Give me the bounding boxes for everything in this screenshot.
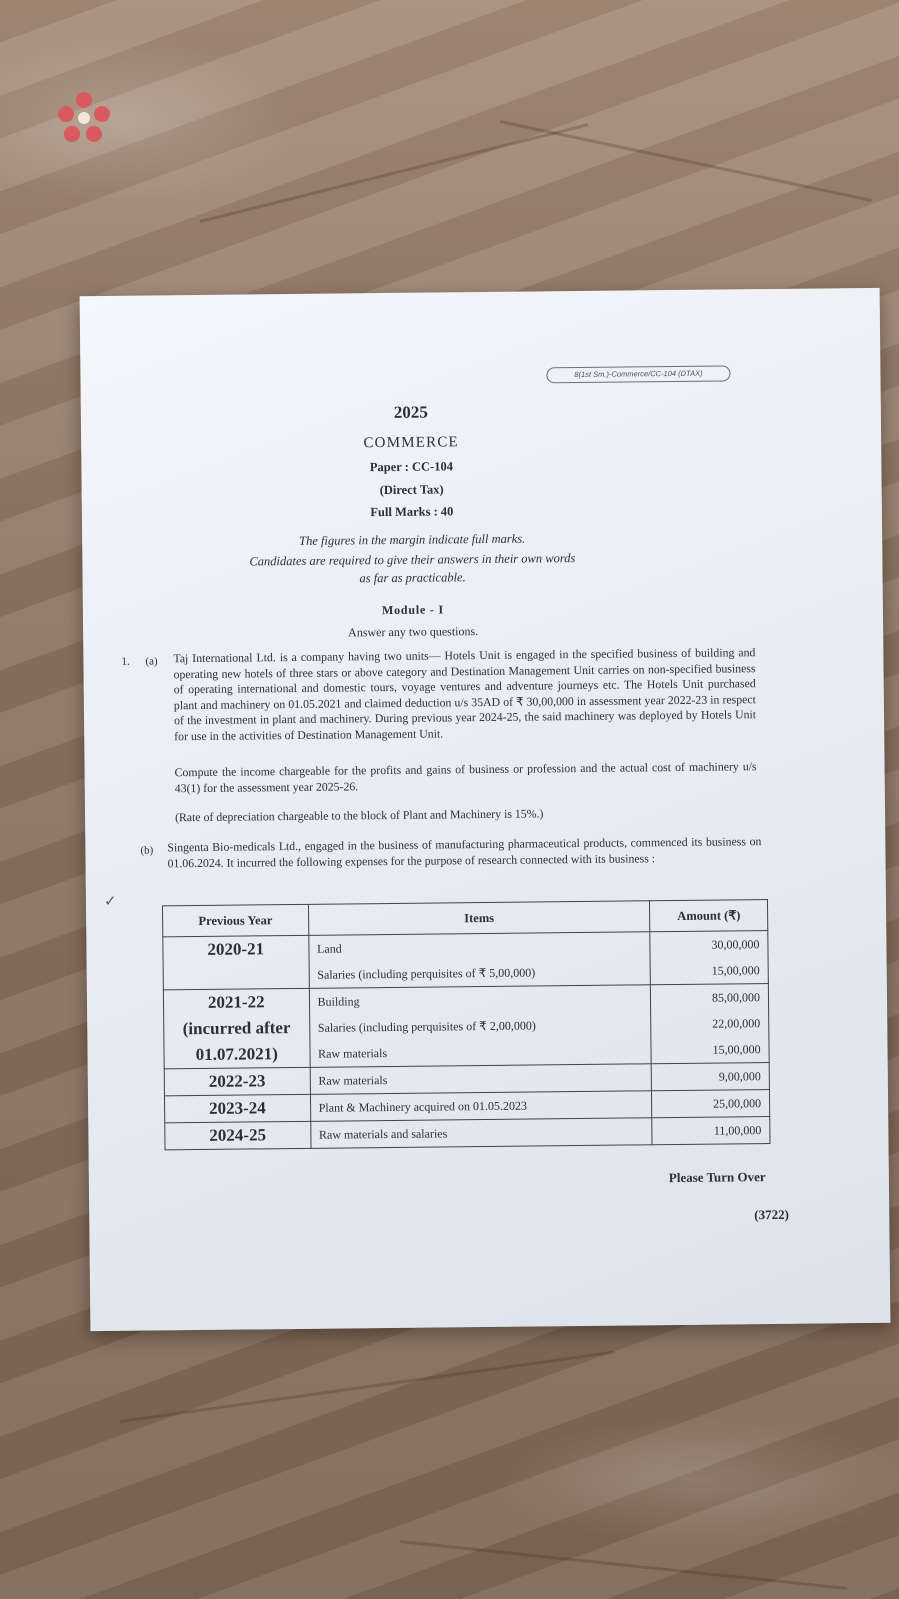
amount-text: 15,00,000 [711, 963, 760, 978]
amount-text: 15,00,000 [712, 1042, 761, 1057]
previous-year-text: 2022-23 [208, 1071, 266, 1091]
table-row [163, 931, 769, 990]
previous-year-text: (incurred after [182, 1018, 291, 1039]
amount-text: 30,00,000 [711, 937, 760, 952]
table-body [163, 931, 770, 1150]
cell-spacer [172, 962, 301, 989]
item-cell [310, 1118, 652, 1149]
amount-text: 9,00,000 [718, 1069, 761, 1084]
please-turn-over: Please Turn Over [668, 1169, 766, 1186]
item-cell [308, 932, 650, 989]
paper-code-label: 8(1st Sm.)-Commerce/CC-104 (DTAX) [546, 365, 730, 383]
module-title: Module - I [381, 602, 444, 618]
question-number: 1. [121, 655, 130, 668]
item-text: Raw materials and salaries [318, 1126, 448, 1142]
amount-text: 85,00,000 [711, 990, 761, 1005]
item-text: Salaries (including perquisites of ₹ 2,00,000) [317, 1018, 536, 1035]
instruction-own-words: Candidates are required to give their answers in their own words [249, 551, 576, 569]
paper-serial-code: (3722) [754, 1206, 790, 1223]
part-a-rate: (Rate of depreciation chargeable to the block of Plant and Machinery is 15%.) [174, 806, 544, 825]
exam-year: 2025 [393, 402, 428, 422]
previous-year-text: 2023-24 [208, 1098, 266, 1118]
previous-year-text: 2020-21 [207, 939, 265, 959]
instruction-margin: The figures in the margin indicate full marks. [299, 531, 526, 548]
fabric-fold [400, 1540, 848, 1590]
instruction-practicable: as far as practicable. [359, 570, 466, 586]
header-previous-year: Previous Year [162, 904, 308, 937]
previous-year-text: 2021-22 [207, 992, 265, 1012]
amount-cell [650, 931, 768, 985]
fabric-fold [500, 120, 872, 202]
previous-year-cell [163, 988, 309, 1069]
table-row [163, 984, 769, 1069]
item-text: Land [316, 941, 342, 956]
part-b-text: Singenta Bio-medicals Ltd., engaged in the business of manufacturing pharmaceutical products, commenced its business on 01.06.2024. It incurred the following expenses for the purpose of research connected with its business : [167, 834, 762, 870]
previous-year-cell [163, 935, 309, 990]
amount-cell [652, 1117, 770, 1145]
amount-text: 22,00,000 [712, 1016, 761, 1031]
fabric-fold [200, 123, 589, 223]
item-text: Raw materials [318, 1046, 388, 1061]
paper-number: Paper : CC-104 [369, 459, 454, 475]
item-cell [310, 1091, 652, 1122]
fabric-fold [120, 1350, 616, 1423]
full-marks: Full Marks : 40 [370, 504, 454, 520]
answer-instruction: Answer any two questions. [348, 624, 479, 640]
table-row [165, 1117, 770, 1150]
item-text: Raw materials [318, 1073, 388, 1088]
part-a-label: (a) [145, 655, 158, 668]
fabric-flower [56, 92, 112, 148]
item-cell [310, 1064, 652, 1095]
item-text: Salaries (including perquisites of ₹ 5,00,000) [317, 965, 536, 982]
amount-cell [651, 984, 769, 1064]
previous-year-cell [165, 1121, 311, 1150]
part-a-compute: Compute the income chargeable for the profits and gains of business or profession and the actual cost of machinery u/s 43(1) for the assessment year 2025-26. [174, 759, 757, 795]
amount-cell [652, 1090, 770, 1118]
amount-text: 11,00,000 [713, 1123, 762, 1138]
research-expenses-table [162, 899, 771, 1150]
paper-title: (Direct Tax) [379, 482, 444, 498]
part-b-label: (b) [140, 844, 154, 857]
item-text: Plant & Machinery acquired on 01.05.2023 [318, 1098, 528, 1115]
item-cell [309, 985, 652, 1068]
pen-tick-mark: ✓ [103, 893, 117, 910]
part-a-text: Taj International Ltd. is a company having two units— Hotels Unit is engaged in the specified business of building and operating new hotels of three stars or above category and Destination Management Unit carries on non-specified business of operating international and domestic tours, voyage ventures and adventure journeys etc. The Hotels Unit purchased plant and machinery on 01.05.2021 and claimed deduction u/s 35AD of ₹ 30,00,000 in assessment year 2022-23 in respect of the investment in plant and machinery. During previous year 2024-25, the said machinery was deployed by Hotels Unit for use in the activities of Destination Management Unit. [173, 645, 757, 743]
amount-cell [652, 1063, 770, 1091]
previous-year-cell [164, 1094, 310, 1123]
header-items: Items [308, 901, 650, 936]
amount-text: 25,00,000 [713, 1096, 762, 1111]
subject-title: COMMERCE [363, 434, 459, 452]
previous-year-cell [164, 1067, 310, 1096]
previous-year-text: 01.07.2021) [195, 1044, 279, 1065]
previous-year-text: 2024-25 [209, 1125, 267, 1145]
header-amount: Amount (₹) [650, 900, 768, 932]
exam-paper [80, 288, 891, 1331]
item-text: Building [317, 994, 360, 1009]
